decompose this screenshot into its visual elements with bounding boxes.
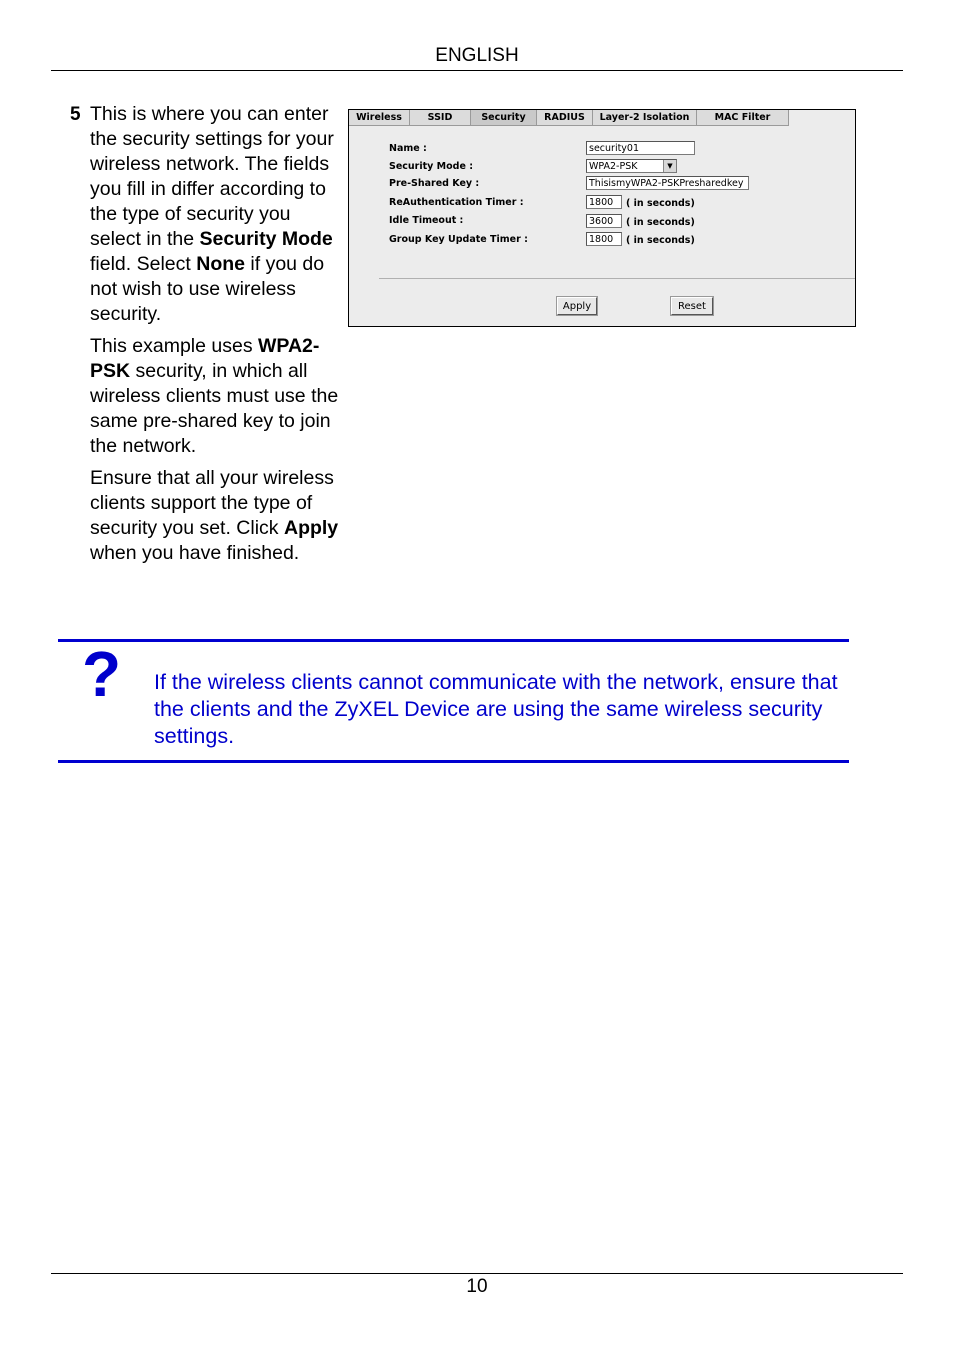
text-run: This is where you can enter the security settings for your wireless network. The fields you fill in differ according to the type of security you select in the xyxy=(90,103,334,250)
bold-term: WPA2-PSK xyxy=(90,335,320,382)
apply-button[interactable]: Apply xyxy=(557,297,597,315)
chevron-down-icon[interactable]: ▼ xyxy=(663,160,676,172)
reauth-unit: ( in seconds) xyxy=(626,198,695,209)
footer-divider xyxy=(51,1273,903,1274)
header-divider xyxy=(51,70,903,71)
note-text: If the wireless clients cannot communicate with the network, ensure that the clients and the ZyXEL Device are using the same wireless security settings. xyxy=(154,670,838,748)
step-paragraph-1 xyxy=(90,102,340,327)
bold-term: Security Mode xyxy=(199,228,333,250)
group-key-unit: ( in seconds) xyxy=(626,235,695,246)
text-run: if you do not wish to use wireless security. xyxy=(90,253,325,325)
text-run: when you have finished. xyxy=(90,542,300,564)
tab-bar-filler xyxy=(789,110,855,125)
tab-ssid[interactable]: SSID xyxy=(410,110,471,126)
text-run: Ensure that all your wireless clients support the type of security you set. Click xyxy=(90,467,334,539)
note-top-rule xyxy=(58,639,849,642)
reset-button[interactable]: Reset xyxy=(671,297,713,315)
question-mark-icon: ? xyxy=(82,638,122,710)
name-label: Name : xyxy=(389,143,427,154)
pre-shared-key-field[interactable]: ThisismyWPA2-PSKPresharedkey xyxy=(586,176,749,190)
idle-unit: ( in seconds) xyxy=(626,217,695,228)
tab-layer2-isolation[interactable]: Layer-2 Isolation xyxy=(593,110,697,126)
name-field[interactable]: security01 xyxy=(586,141,695,155)
text-run: This example uses xyxy=(90,335,258,357)
security-mode-value: WPA2-PSK xyxy=(589,161,638,172)
step-instructions xyxy=(90,102,340,573)
step-paragraph-3 xyxy=(90,466,340,566)
pre-shared-key-label: Pre-Shared Key : xyxy=(389,178,480,189)
group-key-timer-field[interactable]: 1800 xyxy=(586,232,622,246)
text-run: field. Select xyxy=(90,253,197,275)
bold-term: Apply xyxy=(283,517,339,539)
reauth-timer-field[interactable]: 1800 xyxy=(586,195,622,209)
bold-term: None xyxy=(196,253,245,275)
tab-mac-filter[interactable]: MAC Filter xyxy=(697,110,789,126)
tab-security[interactable]: Security xyxy=(471,110,537,126)
form-divider xyxy=(379,278,855,279)
header-title: ENGLISH xyxy=(435,45,519,66)
security-settings-screenshot xyxy=(348,109,856,327)
note-bottom-rule xyxy=(58,760,849,763)
security-mode-label: Security Mode : xyxy=(389,161,473,172)
group-key-timer-label: Group Key Update Timer : xyxy=(389,234,528,245)
step-paragraph-2 xyxy=(90,334,340,459)
tab-bar xyxy=(349,110,855,126)
security-mode-select[interactable] xyxy=(586,159,677,173)
tab-radius[interactable]: RADIUS xyxy=(537,110,593,126)
idle-timeout-label: Idle Timeout : xyxy=(389,215,464,226)
step-number: 5 xyxy=(70,104,81,125)
tab-wireless[interactable]: Wireless xyxy=(349,110,410,126)
reauth-timer-label: ReAuthentication Timer : xyxy=(389,197,524,208)
idle-timeout-field[interactable]: 3600 xyxy=(586,214,622,228)
text-run: security, in which all wireless clients must use the same pre-shared key to join the network. xyxy=(90,360,339,457)
page-number: 10 xyxy=(466,1276,488,1297)
